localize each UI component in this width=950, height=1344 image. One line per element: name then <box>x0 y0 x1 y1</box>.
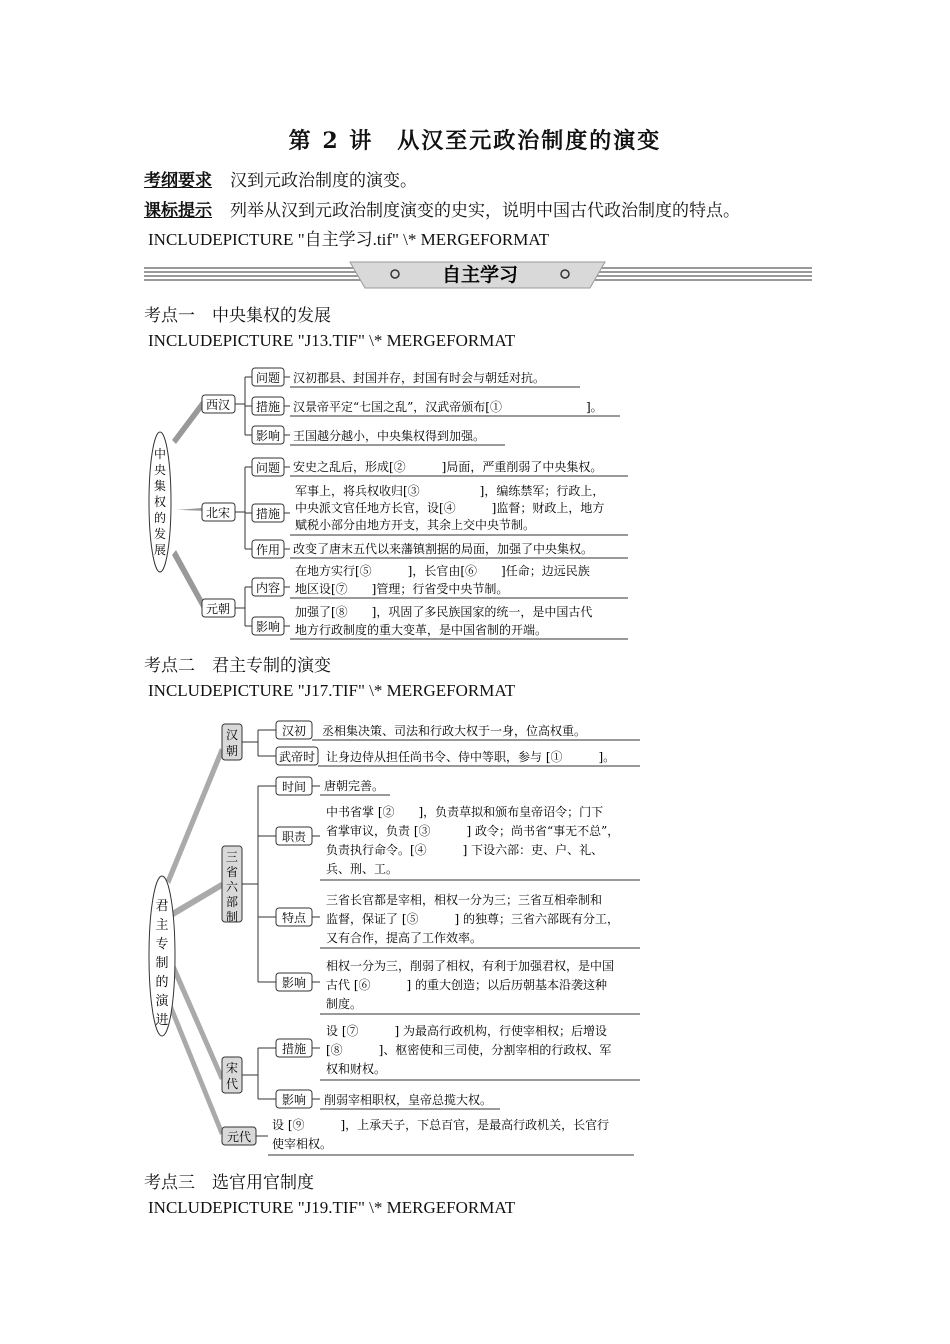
root-char-5: 的 <box>153 511 167 525</box>
beisong-cuoshi-tag: 措施 <box>255 507 281 521</box>
sansheng-char-5: 制 <box>225 910 239 924</box>
beisong-wenti-text: 安史之乱后，形成[② ]局面，严重削弱了中央集权。 <box>293 460 603 474</box>
point3-heading: 考点三 选官用官制度 <box>144 1173 314 1193</box>
root-char-2: 央 <box>153 463 167 477</box>
sansheng-char-1: 三 <box>225 850 239 864</box>
root2-char-1: 君 <box>155 899 169 914</box>
xihan-wenti-tag: 问题 <box>255 371 281 385</box>
kaogang-text: 汉到元政治制度的演变。 <box>230 171 417 191</box>
point2-heading: 考点二 君主专制的演变 <box>144 656 331 676</box>
sansheng-char-2: 省 <box>225 865 239 879</box>
beisong-cuoshi-line-3: 赋税小部分由地方开支，其余上交中央节制。 <box>295 518 536 532</box>
yuanchao-yingxiang-line-1: 加强了[⑧ ]，巩固了多民族国家的统一，是中国古代 <box>295 605 593 619</box>
wudi-text: 让身边侍从担任尚书令、侍中等职，参与 [① ]。 <box>326 750 616 764</box>
zhize-line-1: 中书省掌 [② ]，负责草拟和颁布皇帝诏令；门下 <box>326 805 604 819</box>
kebiao-label: 课标提示 <box>144 201 212 221</box>
xihan-yingxiang-tag: 影响 <box>255 429 281 443</box>
hanchu-tag: 汉初 <box>281 724 307 738</box>
diagram-central-power <box>140 360 640 645</box>
root2-char-5: 的 <box>155 975 169 990</box>
yuandai-line-2: 使宰相权。 <box>272 1137 333 1151</box>
banner-label: 自主学习 <box>441 264 519 286</box>
yuandai-label: 元代 <box>226 1130 252 1144</box>
root-char-1: 中 <box>153 447 167 461</box>
beisong-wenti-tag: 问题 <box>255 461 281 475</box>
shijian-tag: 时间 <box>281 780 307 794</box>
xihan-yingxiang-text: 王国越分越小，中央集权得到加强。 <box>293 429 486 443</box>
root-char-3: 集 <box>153 479 167 493</box>
songdai-cuoshi-line-1: 设 [⑦ ] 为最高行政机构，行使宰相权；后增设 <box>326 1024 607 1038</box>
yuanchao-yingxiang-tag: 影响 <box>255 620 281 634</box>
beisong-cuoshi-line-1: 军事上，将兵权收归[③ ]，编练禁军；行政上， <box>295 484 605 498</box>
diagram-autocracy <box>140 712 645 1160</box>
sansheng-yingxiang-tag: 影响 <box>281 976 307 990</box>
sansheng-yingxiang-line-3: 制度。 <box>326 997 363 1011</box>
zhize-line-3: 负责执行命令。[④ ] 下设六部：吏、户、礼、 <box>326 843 604 857</box>
songdai-yingxiang-tag: 影响 <box>281 1093 307 1107</box>
yuandai-line-1: 设 [⑨ ]，上承天子，下总百官，是最高行政机关，长官行 <box>272 1118 610 1132</box>
beisong-cuoshi-line-2: 中央派文官任地方长官，设[④ ]监督；财政上，地方 <box>295 501 605 515</box>
yuanchao-neirong-tag: 内容 <box>255 581 281 595</box>
beisong-label: 北宋 <box>205 506 231 520</box>
songdai-yingxiang-text: 削弱宰相职权，皇帝总揽大权。 <box>324 1093 493 1107</box>
root2-char-2: 主 <box>155 918 169 933</box>
kebiao-row <box>144 196 740 221</box>
zhize-tag: 职责 <box>281 830 307 844</box>
wudi-tag: 武帝时 <box>278 750 316 764</box>
zhize-line-4: 兵、刑、工。 <box>326 862 399 876</box>
yuanchao-label: 元朝 <box>205 602 231 616</box>
songdai-char-2: 代 <box>225 1077 239 1091</box>
yuanchao-neirong-line-2: 地区设[⑦ ]管理；行省受中央节制。 <box>295 582 509 596</box>
root-char-7: 展 <box>153 543 167 557</box>
include-field-4: INCLUDEPICTURE "J19.TIF" \* MERGEFORMAT <box>148 1198 516 1217</box>
page-title: 第 2 讲 从汉至元政治制度的演变 <box>288 128 662 154</box>
beisong-zuoyong-tag: 作用 <box>255 543 281 557</box>
root-char-6: 发 <box>153 527 167 541</box>
root-char-4: 权 <box>153 495 167 509</box>
hanchao-char-1: 汉 <box>225 728 239 742</box>
xihan-cuoshi-tag: 措施 <box>255 400 281 414</box>
kebiao-text: 列举从汉到元政治制度演变的史实，说明中国古代政治制度的特点。 <box>230 201 740 221</box>
sansheng-char-4: 部 <box>225 895 239 909</box>
xihan-label: 西汉 <box>205 398 231 412</box>
xihan-wenti-text: 汉初郡县、封国并存，封国有时会与朝廷对抗。 <box>293 371 546 385</box>
banner <box>140 260 815 290</box>
include-field-2: INCLUDEPICTURE "J13.TIF" \* MERGEFORMAT <box>148 331 516 350</box>
sansheng-char-3: 六 <box>225 880 239 894</box>
include-field-3: INCLUDEPICTURE "J17.TIF" \* MERGEFORMAT <box>148 681 516 700</box>
tedian-line-2: 监督，保证了 [⑤ ] 的独尊；三省六部既有分工， <box>326 912 619 926</box>
tedian-line-1: 三省长官都是宰相，相权一分为三；三省互相牵制和 <box>326 893 603 907</box>
sansheng-yingxiang-line-1: 相权一分为三，削弱了相权，有利于加强君权，是中国 <box>326 959 615 973</box>
root2-char-4: 制 <box>155 956 169 971</box>
zhize-line-2: 省掌审议，负责 [③ ] 政令；尚书省“事无不总”， <box>326 824 620 838</box>
tedian-line-3: 又有合作，提高了工作效率。 <box>326 931 483 945</box>
root2-char-3: 专 <box>155 937 169 952</box>
xihan-cuoshi-text: 汉景帝平定“七国之乱”，汉武帝颁布[① ]。 <box>293 400 603 414</box>
beisong-zuoyong-text: 改变了唐末五代以来藩镇割据的局面，加强了中央集权。 <box>293 542 594 556</box>
kaogang-row <box>144 166 417 191</box>
hanchu-text: 丞相集决策、司法和行政大权于一身，位高权重。 <box>322 724 587 738</box>
root2-char-7: 进 <box>155 1013 169 1028</box>
songdai-cuoshi-line-2: [⑧ ]、枢密使和三司使，分割宰相的行政权、军 <box>326 1043 612 1057</box>
songdai-cuoshi-tag: 措施 <box>281 1042 307 1056</box>
yuanchao-yingxiang-line-2: 地方行政制度的重大变革，是中国省制的开端。 <box>295 623 548 637</box>
sansheng-yingxiang-line-2: 古代 [⑥ ] 的重大创造；以后历朝基本沿袭这种 <box>326 978 607 992</box>
songdai-char-1: 宋 <box>225 1061 239 1075</box>
hanchao-char-2: 朝 <box>225 744 239 758</box>
kaogang-label: 考纲要求 <box>144 171 212 191</box>
songdai-cuoshi-line-3: 权和财权。 <box>326 1062 387 1076</box>
yuanchao-neirong-line-1: 在地方实行[⑤ ]，长官由[⑥ ]任命；边远民族 <box>295 564 590 578</box>
shijian-text: 唐朝完善。 <box>324 779 385 793</box>
root2-char-6: 演 <box>155 994 169 1009</box>
include-field-1: INCLUDEPICTURE "自主学习.tif" \* MERGEFORMAT <box>148 230 550 249</box>
point1-heading: 考点一 中央集权的发展 <box>144 306 331 326</box>
tedian-tag: 特点 <box>281 911 307 925</box>
